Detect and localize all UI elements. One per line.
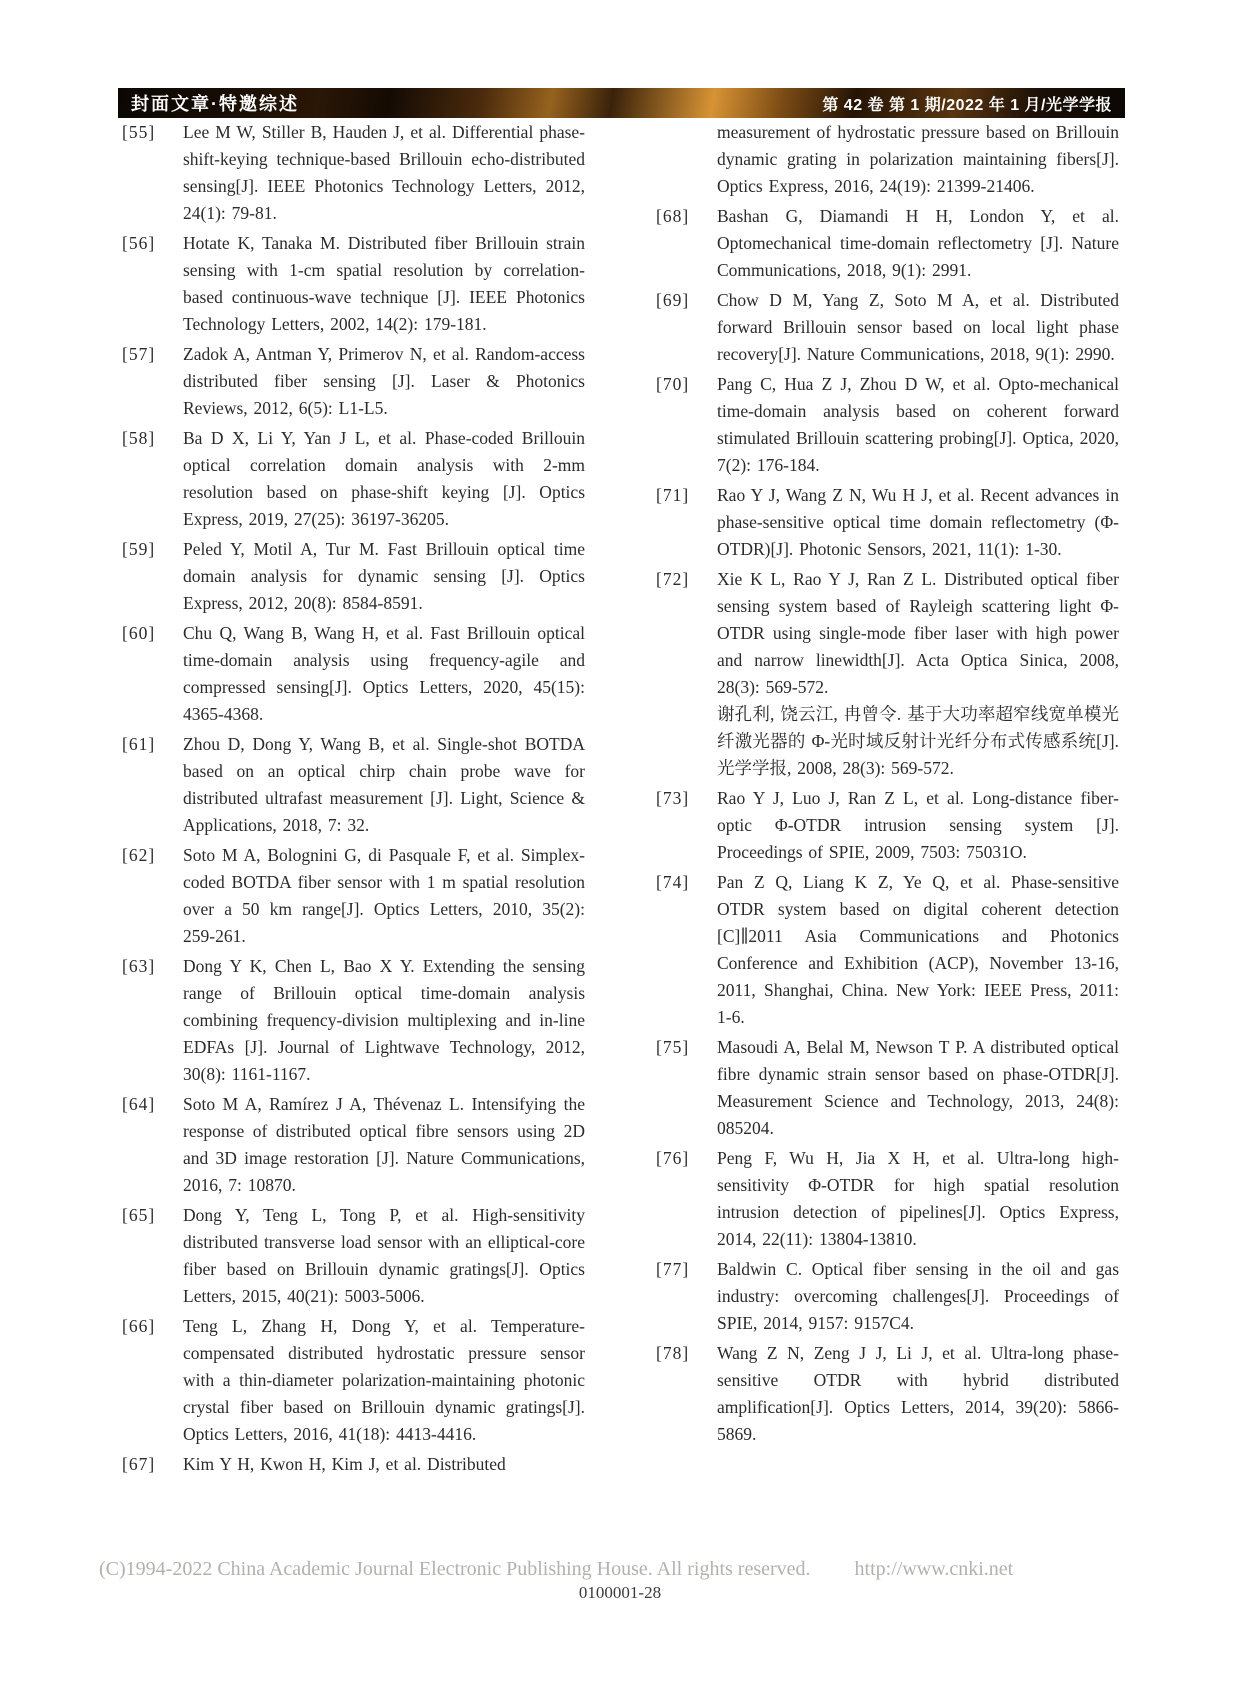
reference-item [122,1202,585,1310]
reference-text: Pan Z Q, Liang K Z, Ye Q, et al. Phase-sensitive OTDR system based on digital coherent detection [C]∥2011 Asia Communications and Photonics Conference and Exhibition (ACP), November 13-16, 2011, Shanghai, China. New York: IEEE Press, 2011: 1-6. [717,872,1119,1027]
reference-item [122,119,585,227]
reference-number: [60] [122,623,156,643]
reference-text: Chow D M, Yang Z, Soto M A, et al. Distributed forward Brillouin sensor based on local light phase recovery[J]. Nature Communications, 2018, 9(1): 2990. [717,290,1119,364]
reference-item [656,371,1119,479]
reference-number: [57] [122,344,156,364]
reference-number: [78] [656,1343,690,1363]
reference-number: [61] [122,734,156,754]
reference-number: [71] [656,485,690,505]
reference-text: Dong Y K, Chen L, Bao X Y. Extending the sensing range of Brillouin optical time-domain analysis combining frequency-division multiplexing and in-line EDFAs [J]. Journal of Lightwave Technology, 2012, 30(8): 1161-1167. [183,956,585,1084]
reference-item [656,1034,1119,1142]
page-number: 0100001-28 [578,1583,662,1602]
header-journal-issue-info: 第 42 卷 第 1 期/2022 年 1 月/光学学报 [822,96,1112,114]
reference-item [122,620,585,728]
reference-item [122,953,585,1088]
reference-number: [66] [122,1316,156,1336]
reference-item [122,536,585,617]
reference-number: [74] [656,872,690,892]
reference-text: Zadok A, Antman Y, Primerov N, et al. Random-access distributed fiber sensing [J]. Laser & Photonics Reviews, 2012, 6(5): L1-L5. [183,344,585,418]
reference-text: Xie K L, Rao Y J, Ran Z L. Distributed optical fiber sensing system based of Rayleigh scattering light Φ-OTDR using single-mode fiber laser with high power and narrow linewidth[J]. Acta Optica Sinica, 2008, 28(3): 569-572. 谢孔利, 饶云江, 冉曾令. 基于大功率超窄线宽单模光纤激光器的 Φ-光时域反射计光纤分布式传感系统[J]. 光学学报, 2008, 28(3): 569-572. [717,566,1119,782]
reference-text: Soto M A, Ramírez J A, Thévenaz L. Intensifying the response of distributed optical fibre sensors using 2D and 3D image restoration [J]. Nature Communications, 2016, 7: 10870. [183,1094,585,1195]
reference-number: [58] [122,428,156,448]
reference-text: Zhou D, Dong Y, Wang B, et al. Single-shot BOTDA based on an optical chirp chain probe wave for distributed ultrafast measurement [J]. Light, Science & Applications, 2018, 7: 32. [183,734,585,835]
reference-number: [62] [122,845,156,865]
reference-item [656,482,1119,563]
reference-text: Hotate K, Tanaka M. Distributed fiber Brillouin strain sensing with 1-cm spatial resolution by correlation-based continuous-wave technique [J]. IEEE Photonics Technology Letters, 2002, 14(2): 179-181. [183,233,585,334]
reference-text: Peng F, Wu H, Jia X H, et al. Ultra-long high-sensitivity Φ-OTDR for high spatial resolution intrusion detection of pipelines[J]. Optics Express, 2014, 22(11): 13804-13810. [717,1148,1119,1249]
reference-item [656,869,1119,1031]
reference-item [122,1313,585,1448]
reference-item [122,731,585,839]
reference-item [656,287,1119,368]
reference-text: Rao Y J, Wang Z N, Wu H J, et al. Recent advances in phase-sensitive optical time domain reflectometry (Φ-OTDR)[J]. Photonic Sensors, 2021, 11(1): 1-30. [717,485,1119,559]
copyright-line [99,1558,1159,1581]
reference-text: Masoudi A, Belal M, Newson T P. A distributed optical fibre dynamic strain sensor based on phase-OTDR[J]. Measurement Science and Technology, 2013, 24(8): 085204. [717,1037,1119,1138]
reference-number: [69] [656,290,690,310]
reference-number: [77] [656,1259,690,1279]
reference-item [122,425,585,533]
reference-item [656,566,1119,782]
cnki-url: http://www.cnki.net [854,1558,1014,1580]
reference-number: [72] [656,569,690,589]
reference-item [656,1340,1119,1448]
reference-number [656,119,696,200]
reference-text-chinese: 谢孔利, 饶云江, 冉曾令. 基于大功率超窄线宽单模光纤激光器的 Φ-光时域反射计光纤分布式传感系统[J]. 光学学报, 2008, 28(3): 569-572. [717,704,1119,778]
reference-text: measurement of hydrostatic pressure based on Brillouin dynamic grating in polarization maintaining fibers[J]. Optics Express, 2016, 24(19): 21399-21406. [717,122,1119,196]
reference-text: Bashan G, Diamandi H H, London Y, et al. Optomechanical time-domain reflectometry [J]. Nature Communications, 2018, 9(1): 2991. [717,206,1119,280]
reference-item [656,119,1119,200]
reference-item [656,203,1119,284]
reference-text: Kim Y H, Kwon H, Kim J, et al. Distributed [183,1454,506,1474]
reference-text: Soto M A, Bolognini G, di Pasquale F, et al. Simplex-coded BOTDA fiber sensor with 1 m spatial resolution over a 50 km range[J]. Optics Letters, 2010, 35(2): 259-261. [183,845,585,946]
reference-number: [63] [122,956,156,976]
reference-number: [68] [656,206,690,226]
reference-number: [59] [122,539,156,559]
reference-text: Baldwin C. Optical fiber sensing in the oil and gas industry: overcoming challenges[J]. Proceedings of SPIE, 2014, 9157: 9157C4. [717,1259,1119,1333]
reference-number: [75] [656,1037,690,1057]
reference-text: Pang C, Hua Z J, Zhou D W, et al. Opto-mechanical time-domain analysis based on coherent forward stimulated Brillouin scattering probing[J]. Optica, 2020, 7(2): 176-184. [717,374,1119,475]
references-column-right [656,119,1119,1451]
reference-item [122,1451,585,1478]
reference-text: Teng L, Zhang H, Dong Y, et al. Temperature-compensated distributed hydrostatic pressure sensor with a thin-diameter polarization-maintaining photonic crystal fiber based on Brillouin dynamic gratings[J]. Optics Letters, 2016, 41(18): 4413-4416. [183,1316,585,1444]
reference-text: Lee M W, Stiller B, Hauden J, et al. Differential phase-shift-keying technique-based Brillouin echo-distributed sensing[J]. IEEE Photonics Technology Letters, 2012, 24(1): 79-81. [183,122,585,223]
reference-number: [76] [656,1148,690,1168]
reference-text: Rao Y J, Luo J, Ran Z L, et al. Long-distance fiber-optic Φ-OTDR intrusion sensing system [J]. Proceedings of SPIE, 2009, 7503: 75031O. [717,788,1119,862]
reference-number: [73] [656,788,690,808]
reference-item [122,230,585,338]
reference-number: [55] [122,122,156,142]
reference-text: Chu Q, Wang B, Wang H, et al. Fast Brillouin optical time-domain analysis using frequency-agile and compressed sensing[J]. Optics Letters, 2020, 45(15): 4365-4368. [183,623,585,724]
reference-number: [65] [122,1205,156,1225]
reference-text: Ba D X, Li Y, Yan J L, et al. Phase-coded Brillouin optical correlation domain analysis with 2-mm resolution based on phase-shift keying [J]. Optics Express, 2019, 27(25): 36197-36205. [183,428,585,529]
copyright-text: (C)1994-2022 China Academic Journal Electronic Publishing House. All rights reserved. [99,1558,811,1580]
reference-number: [70] [656,374,690,394]
reference-text: Peled Y, Motil A, Tur M. Fast Brillouin optical time domain analysis for dynamic sensing [J]. Optics Express, 2012, 20(8): 8584-8591. [183,539,585,613]
journal-header-bar [118,88,1125,118]
reference-item [656,1256,1119,1337]
reference-item [122,842,585,950]
reference-item [656,1145,1119,1253]
reference-item [122,1091,585,1199]
reference-item [656,785,1119,866]
reference-number: [56] [122,233,156,253]
reference-text: Dong Y, Teng L, Tong P, et al. High-sensitivity distributed transverse load sensor with an elliptical-core fiber based on Brillouin dynamic gratings[J]. Optics Letters, 2015, 40(21): 5003-5006. [183,1205,585,1306]
reference-item [122,341,585,422]
reference-number: [64] [122,1094,156,1114]
references-column-left [122,119,585,1481]
reference-number: [67] [122,1454,156,1474]
header-section-title: 封面文章·特邀综述 [131,94,299,114]
reference-text: Wang Z N, Zeng J J, Li J, et al. Ultra-long phase-sensitive OTDR with hybrid distributed amplification[J]. Optics Letters, 2014, 39(20): 5866-5869. [717,1343,1119,1444]
